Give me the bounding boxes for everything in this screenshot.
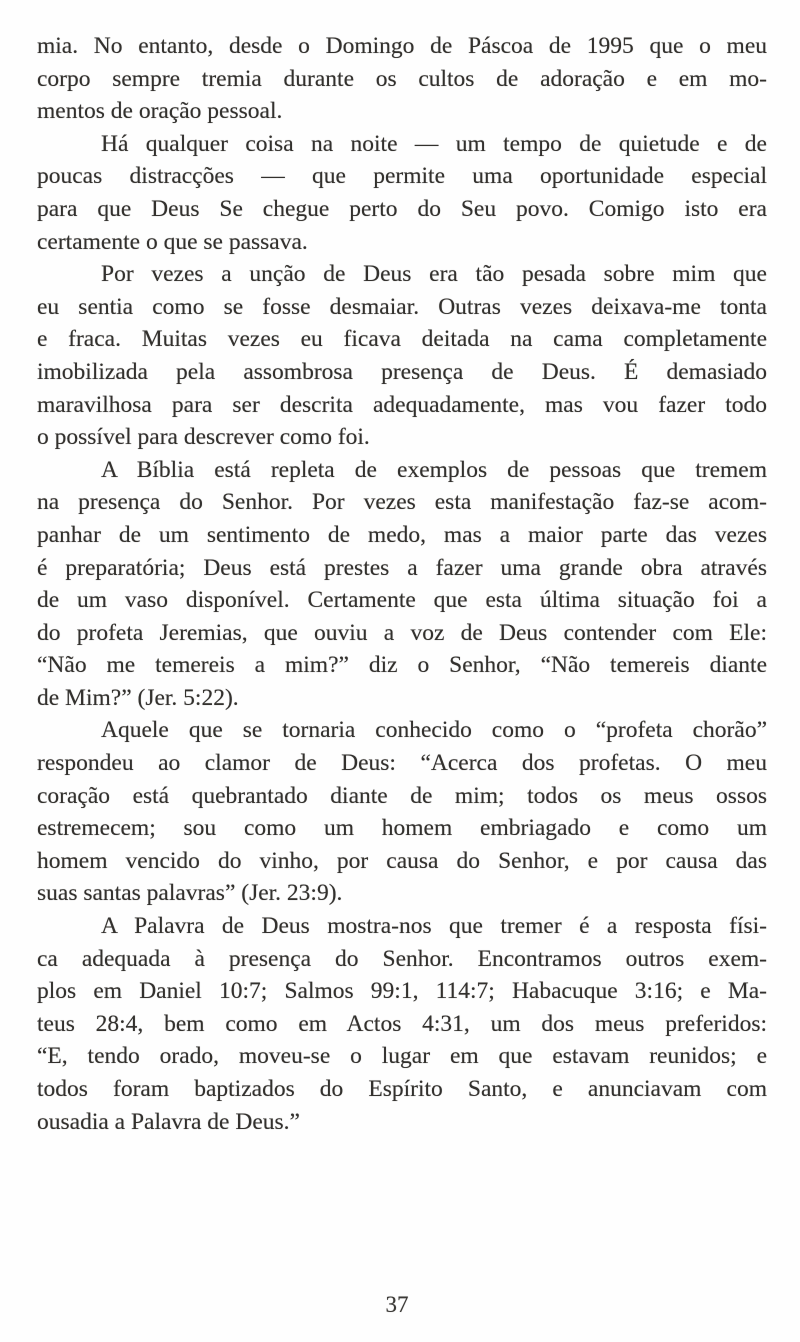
text-line: é preparatória; Deus está prestes a fazer uma grande obra através (37, 554, 767, 581)
text-line: para que Deus Se chegue perto do Seu povo. Comigo isto era (37, 195, 767, 222)
text-line: suas santas palavras” (Jer. 23:9). (37, 880, 343, 907)
page-text (37, 30, 767, 1138)
text-line: “Não me temereis a mim?” diz o Senhor, “Não temereis diante (37, 652, 767, 679)
text-line: estremecem; sou como um homem embriagado e como um (37, 815, 767, 842)
text-line: na presença do Senhor. Por vezes esta manifestação faz-se acom- (37, 489, 767, 516)
text-line: maravilhosa para ser descrita adequadamente, mas vou fazer todo (37, 391, 767, 418)
text-line: respondeu ao clamor de Deus: “Acerca dos profetas. O meu (37, 750, 767, 777)
text-line: do profeta Jeremias, que ouviu a voz de Deus contender com Ele: (37, 619, 767, 646)
text-line: coração está quebrantado diante de mim; todos os meus ossos (37, 782, 767, 809)
text-line: “E, tendo orado, moveu-se o lugar em que estavam reunidos; e (37, 1043, 767, 1070)
text-line: corpo sempre tremia durante os cultos de adoração e em mo- (37, 65, 767, 92)
text-line: mia. No entanto, desde o Domingo de Páscoa de 1995 que o meu (37, 33, 767, 59)
text-line: panhar de um sentimento de medo, mas a maior parte das vezes (37, 521, 767, 548)
paragraph (37, 128, 767, 258)
text-line: eu sentia como se fosse desmaiar. Outras vezes deixava-me tonta (37, 293, 767, 320)
text-line: de Mim?” (Jer. 5:22). (37, 684, 239, 711)
paragraph (37, 910, 767, 1138)
text-line: teus 28:4, bem como em Actos 4:31, um dos meus preferidos: (37, 1010, 767, 1037)
text-line: de um vaso disponível. Certamente que esta última situação foi a (37, 587, 767, 614)
text-line: ousadia a Palavra de Deus.” (37, 1108, 300, 1135)
text-line: poucas distracções — que permite uma oportunidade especial (37, 163, 767, 190)
text-line: o possível para descrever como foi. (37, 424, 370, 451)
paragraph (37, 258, 767, 454)
text-line: imobilizada pela assombrosa presença de Deus. É demasiado (37, 358, 767, 385)
paragraph (37, 30, 767, 128)
text-line: e fraca. Muitas vezes eu ficava deitada na cama completamente (37, 326, 767, 353)
text-line: A Palavra de Deus mostra-nos que tremer é a resposta físi- (101, 913, 767, 940)
text-line: mentos de oração pessoal. (37, 98, 283, 125)
paragraph (37, 714, 767, 910)
page-number: 37 (385, 1292, 409, 1317)
text-line: plos em Daniel 10:7; Salmos 99:1, 114:7; Habacuque 3:16; e Ma- (37, 978, 767, 1005)
text-line: A Bíblia está repleta de exemplos de pessoas que tremem (101, 456, 767, 483)
text-line: ca adequada à presença do Senhor. Encontramos outros exem- (37, 945, 767, 972)
paragraph (37, 454, 767, 715)
text-line: Por vezes a unção de Deus era tão pesada sobre mim que (101, 261, 767, 288)
text-line: homem vencido do vinho, por causa do Senhor, e por causa das (37, 847, 767, 874)
text-line: todos foram baptizados do Espírito Santo, e anunciavam com (37, 1076, 767, 1102)
text-line: certamente o que se passava. (37, 228, 308, 255)
text-line: Há qualquer coisa na noite — um tempo de quietude e de (101, 130, 767, 157)
text-line: Aquele que se tornaria conhecido como o “profeta chorão” (101, 717, 767, 744)
